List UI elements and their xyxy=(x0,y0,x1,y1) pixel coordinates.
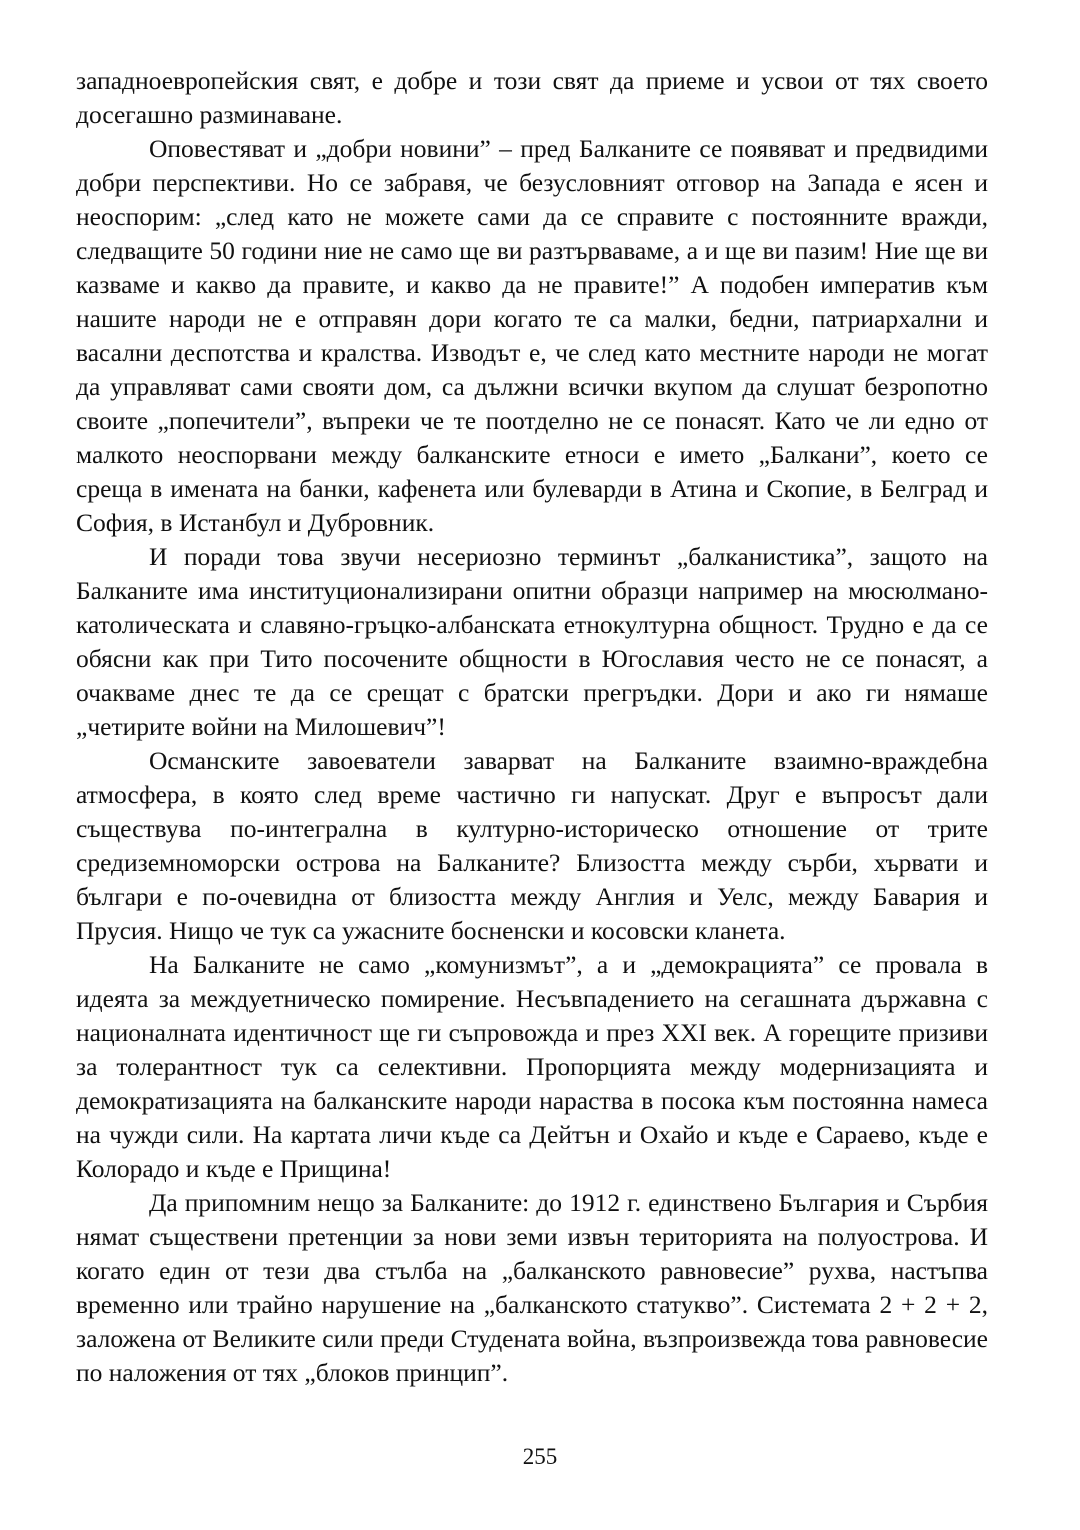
paragraph-3: И поради това звучи несериозно терминът „балканистика”, защото на Балканите има институционализирани опитни образци например на мюсюлмано-католическата и славяно-гръцко-албанската етнокултурна общност. Трудно е да се обясни как при Тито посочените общности в Югославия често не се понасят, а очакваме днес те да се срещат с братски прегръдки. Дори и ако ги нямаше „четирите войни на Милошевич”! xyxy=(76,542,988,741)
paragraph-5: На Балканите не само „комунизмът”, а и „демокрацията” се провала в идеята за междуетническо помирение. Несъвпадението на сегашната държавна с националната идентичност ще ги съпровожда и през XXI век. А горещите призиви за толерантност тук са селективни. Пропорцията между модернизацията и демократизацията на балканските народи нараства в посока към постоянна намеса на чужди сили. На картата личи къде са Дейтън и Охайо и къде е Сараево, къде е Колорадо и къде е Прищина! xyxy=(76,950,988,1183)
paragraph-4: Османските завоеватели заварват на Балканите взаимно-враждебна атмосфера, в която след време частично ги напускат. Друг е въпросът дали съществува по-интегрална в културно-историческо отношение от трите средиземноморски острова на Балканите? Близостта между сърби, хървати и българи е по-очевидна от близостта между Англия и Уелс, между Бавария и Прусия. Нищо че тук са ужасните босненски и косовски кланета. xyxy=(76,746,988,945)
page-body xyxy=(76,64,988,1390)
paragraph-2: Оповестяват и „добри новини” – пред Балканите се появяват и предвидими добри перспективи. Но се забравя, че безусловният отговор на Запада е ясен и неоспорим: „след като не можете сами да се справите с постоянните вражди, следващите 50 години ние не само ще ви разтърваваме, а и ще ви пазим! Ние ще ви казваме и какво да правите, и какво да не правите!” А подобен императив към нашите народи не е отправян дори когато те са малки, бедни, патриархални и васални деспотства и кралства. Изводът е, че след като местните народи не могат да управляват сами свояти дом, са дължни всички вкупом да слушат безропотно своите „попечители”, въпреки че те поотделно не се понасят. Като че ли едно от малкото неоспорвани между балканските етноси е името „Балкани”, което се среща в имената на банки, кафенета или булеварди в Атина и Скопие, в Белград и София, в Истанбул и Дубровник. xyxy=(76,134,988,537)
paragraph-1: западноевропейския свят, е добре и този свят да приеме и усвои от тях своето досегашно разминаване. xyxy=(76,66,988,129)
page-number: 255 xyxy=(522,1444,558,1469)
paragraph-6: Да припомним нещо за Балканите: до 1912 г. единствено България и Сърбия нямат съществени претенции за нови земи извън територията на полуострова. И когато един от тези два стълба на „балканското равновесие” рухва, настъпва временно или трайно нарушение на „балканското статукво”. Системата 2 + 2 + 2, заложена от Великите сили преди Студената война, възпроизвежда това равновесие по наложения от тях „блоков принцип”. xyxy=(76,1188,988,1387)
